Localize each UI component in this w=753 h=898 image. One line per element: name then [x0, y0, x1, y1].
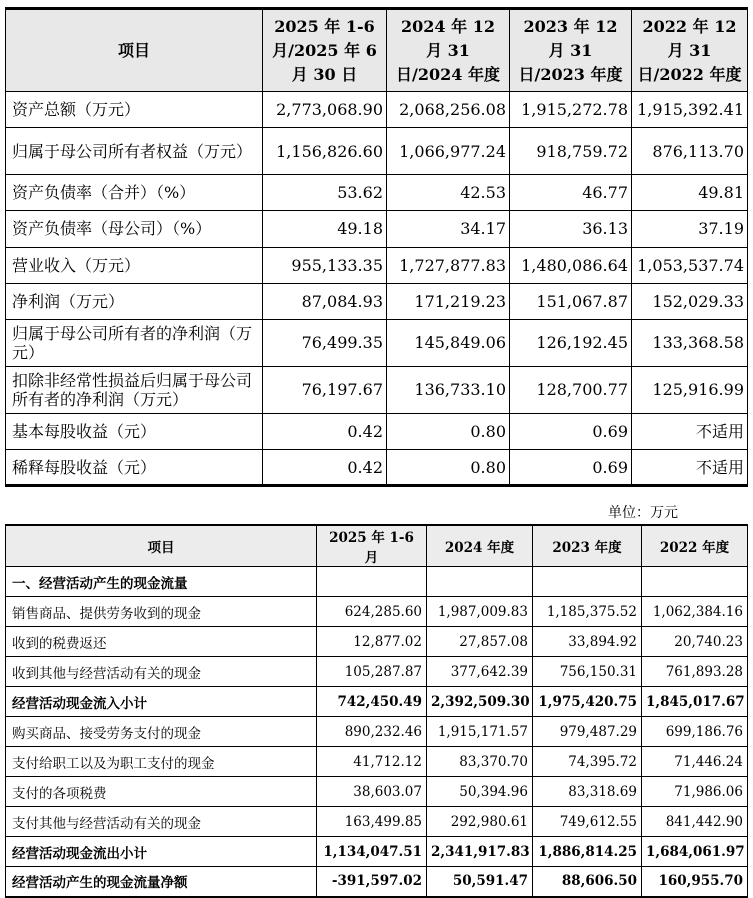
- table-row: [6, 128, 748, 175]
- cell-value: 1,062,384.16: [642, 597, 748, 627]
- cell-value: 841,442.90: [642, 807, 748, 837]
- row-label: 经营活动现金流出小计: [6, 837, 317, 867]
- cell-value: 160,955.70: [642, 867, 748, 897]
- cell-value: 145,849.06: [387, 319, 510, 366]
- table-header-row: [6, 9, 748, 92]
- cell-value: 2,392,509.30: [427, 687, 533, 717]
- cell-value: 136,733.10: [387, 366, 510, 413]
- subtotal-row: [6, 837, 748, 867]
- table-row: [6, 92, 748, 128]
- cell-value: 0.42: [263, 413, 387, 449]
- cell-value: 152,029.33: [632, 283, 748, 319]
- cell-value: 756,150.31: [533, 657, 642, 687]
- cell-value: 955,133.35: [263, 247, 387, 283]
- cell-value: 不适用: [632, 413, 748, 449]
- row-label: 扣除非经常性损益后归属于母公司所有者的净利润（万元）: [6, 366, 263, 413]
- cell-value: 761,893.28: [642, 657, 748, 687]
- table-row: [6, 366, 748, 413]
- cell-value: 1,915,171.57: [427, 717, 533, 747]
- row-label: 资产负债率（合并）（%）: [6, 175, 263, 211]
- cell-value: 1,053,537.74: [632, 247, 748, 283]
- row-label: 支付其他与经营活动有关的现金: [6, 807, 317, 837]
- cell-value: 125,916.99: [632, 366, 748, 413]
- cell-value: 50,591.47: [427, 867, 533, 897]
- cell-value: 53.62: [263, 175, 387, 211]
- header-item: 项目: [6, 525, 317, 567]
- cell-value: 105,287.87: [317, 657, 427, 687]
- table-row: [6, 627, 748, 657]
- cell-value: 74,395.72: [533, 747, 642, 777]
- row-label: 收到的税费返还: [6, 627, 317, 657]
- cell-value: 171,219.23: [387, 283, 510, 319]
- cell-value: 979,487.29: [533, 717, 642, 747]
- header-item: 项目: [6, 9, 263, 92]
- table-row: [6, 211, 748, 247]
- net-total-row: [6, 867, 748, 897]
- cell-value: 27,857.08: [427, 627, 533, 657]
- table-row: [6, 175, 748, 211]
- header-2024: 2024 年 12 月 31 日/2024 年度: [387, 9, 510, 92]
- subtotal-row: [6, 687, 748, 717]
- cell-value: 876,113.70: [632, 128, 748, 175]
- cell-value: 33,894.92: [533, 627, 642, 657]
- cell-value: 377,642.39: [427, 657, 533, 687]
- section-row: [6, 567, 748, 597]
- table-row: [6, 717, 748, 747]
- row-label: 归属于母公司所有者的净利润（万元）: [6, 319, 263, 366]
- header-2024: 2024 年度: [427, 525, 533, 567]
- header-2022: 2022 年度: [642, 525, 748, 567]
- cell-value: 76,499.35: [263, 319, 387, 366]
- cell-value: 1,185,375.52: [533, 597, 642, 627]
- cell-value: [427, 567, 533, 597]
- cell-value: 34.17: [387, 211, 510, 247]
- cell-value: 133,368.58: [632, 319, 748, 366]
- cell-value: 38,603.07: [317, 777, 427, 807]
- table-row: [6, 450, 748, 486]
- cell-value: 1,886,814.25: [533, 837, 642, 867]
- financial-summary-table: [5, 7, 748, 487]
- row-label: 资产总额（万元）: [6, 92, 263, 128]
- cell-value: 12,877.02: [317, 627, 427, 657]
- cell-value: 128,700.77: [510, 366, 632, 413]
- table-row: [6, 657, 748, 687]
- cell-value: 1,845,017.67: [642, 687, 748, 717]
- table-row: [6, 807, 748, 837]
- row-label: 基本每股收益（元）: [6, 413, 263, 449]
- row-label: 支付给职工以及为职工支付的现金: [6, 747, 317, 777]
- cell-value: 126,192.45: [510, 319, 632, 366]
- cell-value: 749,612.55: [533, 807, 642, 837]
- cell-value: 151,067.87: [510, 283, 632, 319]
- row-label: 归属于母公司所有者权益（万元）: [6, 128, 263, 175]
- row-label: 支付的各项税费: [6, 777, 317, 807]
- table-row: [6, 777, 748, 807]
- cell-value: 1,915,392.41: [632, 92, 748, 128]
- unit-label: 单位：万元: [608, 505, 678, 521]
- row-label: 营业收入（万元）: [6, 247, 263, 283]
- cell-value: 0.80: [387, 450, 510, 486]
- cell-value: 2,773,068.90: [263, 92, 387, 128]
- header-2023: 2023 年 12 月 31 日/2023 年度: [510, 9, 632, 92]
- cell-value: 0.69: [510, 413, 632, 449]
- cash-flow-table: [5, 524, 748, 898]
- table-row: [6, 247, 748, 283]
- table-header-row: [6, 525, 748, 567]
- header-2025h1: 2025 年 1-6 月: [317, 525, 427, 567]
- cell-value: 41,712.12: [317, 747, 427, 777]
- row-label: 经营活动产生的现金流量净额: [6, 867, 317, 897]
- cell-value: -391,597.02: [317, 867, 427, 897]
- cell-value: 20,740.23: [642, 627, 748, 657]
- table-row: [6, 747, 748, 777]
- cell-value: 1,066,977.24: [387, 128, 510, 175]
- cell-value: 0.42: [263, 450, 387, 486]
- cell-value: 1,156,826.60: [263, 128, 387, 175]
- table-row: [6, 597, 748, 627]
- cell-value: [642, 567, 748, 597]
- cell-value: 742,450.49: [317, 687, 427, 717]
- table-row: [6, 283, 748, 319]
- cell-value: 292,980.61: [427, 807, 533, 837]
- cell-value: 76,197.67: [263, 366, 387, 413]
- cell-value: 918,759.72: [510, 128, 632, 175]
- header-2023: 2023 年度: [533, 525, 642, 567]
- cell-value: 88,606.50: [533, 867, 642, 897]
- cell-value: 37.19: [632, 211, 748, 247]
- cell-value: 71,446.24: [642, 747, 748, 777]
- cell-value: 624,285.60: [317, 597, 427, 627]
- cell-value: 163,499.85: [317, 807, 427, 837]
- cell-value: 83,318.69: [533, 777, 642, 807]
- row-label: 购买商品、接受劳务支付的现金: [6, 717, 317, 747]
- cell-value: 0.69: [510, 450, 632, 486]
- cell-value: 0.80: [387, 413, 510, 449]
- cell-value: 46.77: [510, 175, 632, 211]
- cell-value: 不适用: [632, 450, 748, 486]
- row-label: 资产负债率（母公司）（%）: [6, 211, 263, 247]
- cell-value: 87,084.93: [263, 283, 387, 319]
- cell-value: [533, 567, 642, 597]
- row-label: 经营活动现金流入小计: [6, 687, 317, 717]
- row-label: 净利润（万元）: [6, 283, 263, 319]
- cell-value: 50,394.96: [427, 777, 533, 807]
- cell-value: 2,341,917.83: [427, 837, 533, 867]
- cell-value: 2,068,256.08: [387, 92, 510, 128]
- cell-value: 83,370.70: [427, 747, 533, 777]
- cell-value: 1,975,420.75: [533, 687, 642, 717]
- cell-value: [317, 567, 427, 597]
- cell-value: 1,915,272.78: [510, 92, 632, 128]
- cell-value: 1,727,877.83: [387, 247, 510, 283]
- row-label: 销售商品、提供劳务收到的现金: [6, 597, 317, 627]
- header-2025h1: 2025 年 1-6 月/2025 年 6 月 30 日: [263, 9, 387, 92]
- header-2022: 2022 年 12 月 31 日/2022 年度: [632, 9, 748, 92]
- row-label: 稀释每股收益（元）: [6, 450, 263, 486]
- cell-value: 71,986.06: [642, 777, 748, 807]
- cell-value: 1,684,061.97: [642, 837, 748, 867]
- table-row: [6, 319, 748, 366]
- cell-value: 42.53: [387, 175, 510, 211]
- table-row: [6, 413, 748, 449]
- cell-value: 49.81: [632, 175, 748, 211]
- section-label: 一、经营活动产生的现金流量: [6, 567, 317, 597]
- cell-value: 890,232.46: [317, 717, 427, 747]
- cell-value: 1,134,047.51: [317, 837, 427, 867]
- cell-value: 1,480,086.64: [510, 247, 632, 283]
- cell-value: 49.18: [263, 211, 387, 247]
- cell-value: 699,186.76: [642, 717, 748, 747]
- cell-value: 36.13: [510, 211, 632, 247]
- cell-value: 1,987,009.83: [427, 597, 533, 627]
- row-label: 收到其他与经营活动有关的现金: [6, 657, 317, 687]
